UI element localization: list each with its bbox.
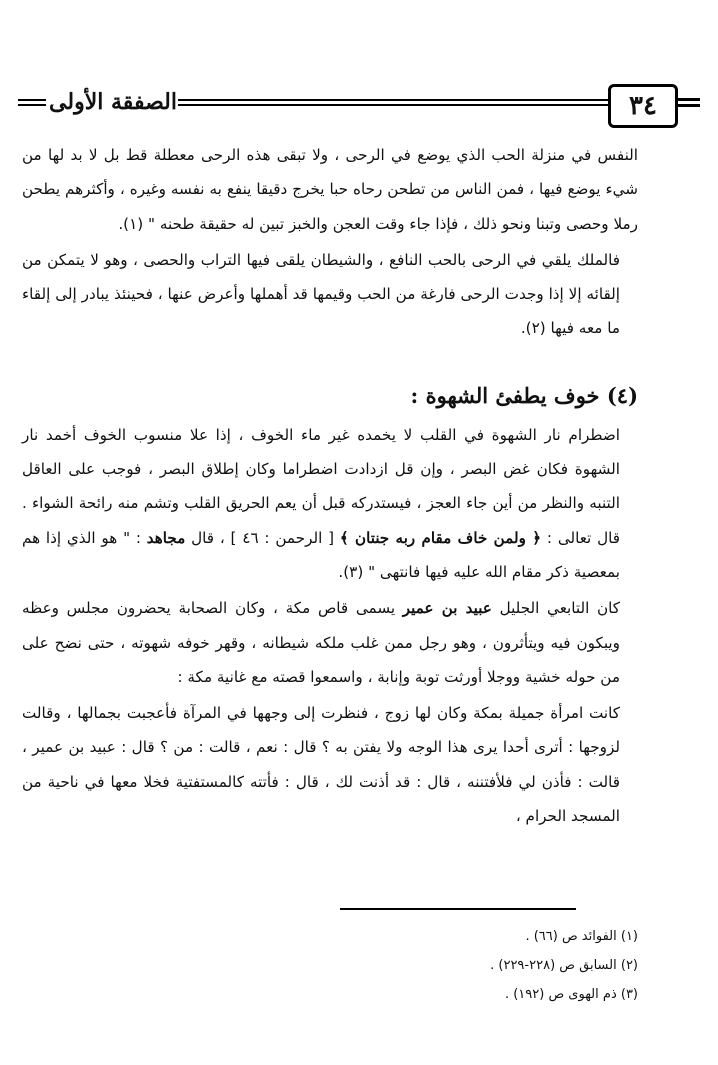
header-ornament-right — [678, 98, 700, 101]
paragraph-1: النفس في منزلة الحب الذي يوضع في الرحى ، ولا تبقى هذه الرحى معطلة قط بل لا بد لها من شيء يوضع فيها ، فمن الناس من تطحن رحاه حبا يخرج دقيقا ينفع به نفسه وغيره ، وأكثرهم يطحن رملا وحصى وتبنا ونحو ذلك ، فإذا جاء وقت العجن والخبز تبين له حقيقة طحنه " (١). — [22, 146, 638, 233]
paragraph-2: فالملك يلقي في الرحى بالحب النافع ، والشيطان يلقى فيها التراب والحصى ، وهو لا يتمكن من إلقائه إلا إذا وجدت الرحى فارغة من الحب وقيمها قد أهملها وأعرض عنها ، فحينئذ يبادر إلى إلقاء ما معه فيها (٢). — [22, 250, 620, 338]
footnote-separator — [340, 908, 576, 910]
paragraph-3-quote: : " هو الذي إذا هم بمعصية ذكر مقام الله عليه فيها فانتهى " (٣). — [22, 528, 620, 581]
paragraph-4 — [22, 591, 638, 694]
paragraph-3-citation: [ الرحمن : ٤٦ ] ، قال — [185, 528, 340, 547]
body-text — [22, 138, 638, 833]
paragraph-4-text: يسمى قاص مكة ، وكان الصحابة يحضرون مجلس وعظه ويبكون فيه ويتأثرون ، وهو رجل ممن غلب ملكه شيطانه ، وقهر خوفه شهوته ، حتى نضح على من حوله خشية ووجلا أورثت توبة وإنابة ، واسمعوا قصته مع غانية مكة : — [22, 599, 620, 686]
paragraph-3 — [22, 418, 638, 589]
quran-verse: ﴿ ولمن خاف مقام ربه جنتان ﴾ — [339, 528, 542, 547]
page-header — [18, 84, 706, 124]
section-heading: (٤) خوف يطفئ الشهوة : — [410, 382, 638, 408]
paragraph-3-text: اضطرام نار الشهوة في القلب لا يخمده غير ماء الخوف ، إذا علا منسوب الخوف أخمد نار الشهوة فكان غض البصر ، وإن قل ازدادت اضطراما وكان إطلاق البصر ، فوجب على العاقل التنبه والنظر من أين جاء العجز ، فيستدركه قبل أن يعم الحريق القلب وتشم منه رائحة الشواء . قال تعالى : — [22, 425, 621, 547]
scholar-name: مجاهد — [146, 528, 186, 547]
footnote-2: (٢) السابق ص (٢٢٨-٢٢٩) . — [490, 958, 638, 973]
footnote-1: (١) الفوائد ص (٦٦) . — [525, 929, 638, 944]
chapter-title: الصفقة الأولى — [49, 89, 177, 115]
page-number: ٣٤ — [608, 84, 678, 128]
paragraph-5: كانت امرأة جميلة بمكة وكان لها زوج ، فنظرت إلى وجهها في المرآة فأعجبت بجمالها ، وقالت لزوجها : أترى أحدا يرى هذا الوجه ولا يفتن به ؟ قال : نعم ، قالت : من ؟ قال : عبيد بن عمير ، قالت : فأذن لي فلأفتننه ، قال : قد أذنت لك ، قال : فأتته كالمستفتية فخلا معها في ناحية من المسجد الحرام ، — [22, 704, 620, 826]
footnote-3: (٣) ذم الهوى ص (١٩٢) . — [504, 987, 638, 1002]
footnotes — [338, 922, 638, 1009]
header-rule — [178, 99, 609, 101]
paragraph-4-intro: كان التابعي الجليل — [491, 599, 620, 618]
header-ornament-left — [18, 99, 46, 101]
person-name: عبيد بن عمير — [402, 599, 492, 618]
